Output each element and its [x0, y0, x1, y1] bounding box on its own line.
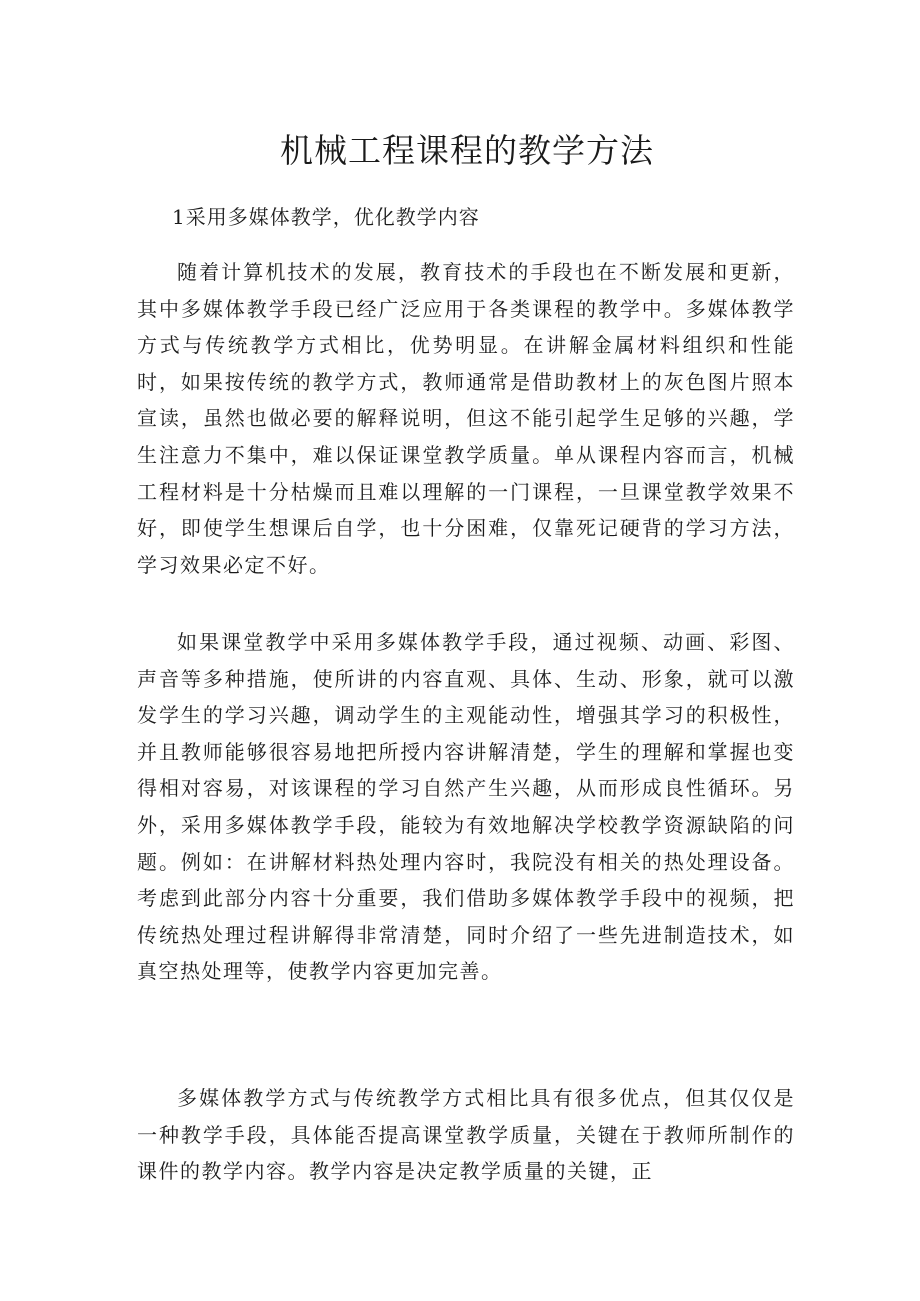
document-title: 机械工程课程的教学方法 [280, 131, 654, 170]
paragraph-1: 随着计算机技术的发展，教育技术的手段也在不断发展和更新，其中多媒体教学手段已经广泛应用于各类课程的教学中。多媒体教学方式与传统教学方式相比，优势明显。在讲解金属材料组织和性能时，如果按传统的教学方式，教师通常是借助教材上的灰色图片照本宣读，虽然也做必要的解释说明，但这不能引起学生足够的兴趣，学生注意力不集中，难以保证课堂教学质量。单从课程内容而言，机械工程材料是十分枯燥而且难以理解的一门课程，一旦课堂教学效果不好，即使学生想课后自学，也十分困难，仅靠死记硬背的学习方法，学习效果必定不好。 [137, 260, 795, 577]
paragraph-3: 多媒体教学方式与传统教学方式相比具有很多优点，但其仅仅是一种教学手段，具体能否提高课堂教学质量，关键在于教师所制作的课件的教学内容。教学内容是决定教学质量的关键，正 [137, 1086, 795, 1184]
section-heading: 1采用多媒体教学，优化教学内容 [172, 205, 480, 229]
paragraph-2: 如果课堂教学中采用多媒体教学手段，通过视频、动画、彩图、声音等多种措施，使所讲的内容直观、具体、生动、形象，就可以激发学生的学习兴趣，调动学生的主观能动性，增强其学习的积极性，并且教师能够很容易地把所授内容讲解清楚，学生的理解和掌握也变得相对容易，对该课程的学习自然产生兴趣，从而形成良性循环。另外，采用多媒体教学手段，能较为有效地解决学校教学资源缺陷的问题。例如：在讲解材料热处理内容时，我院没有相关的热处理设备。考虑到此部分内容十分重要，我们借助多媒体教学手段中的视频，把传统热处理过程讲解得非常清楚，同时介绍了一些先进制造技术，如真空热处理等，使教学内容更加完善。 [137, 630, 795, 984]
